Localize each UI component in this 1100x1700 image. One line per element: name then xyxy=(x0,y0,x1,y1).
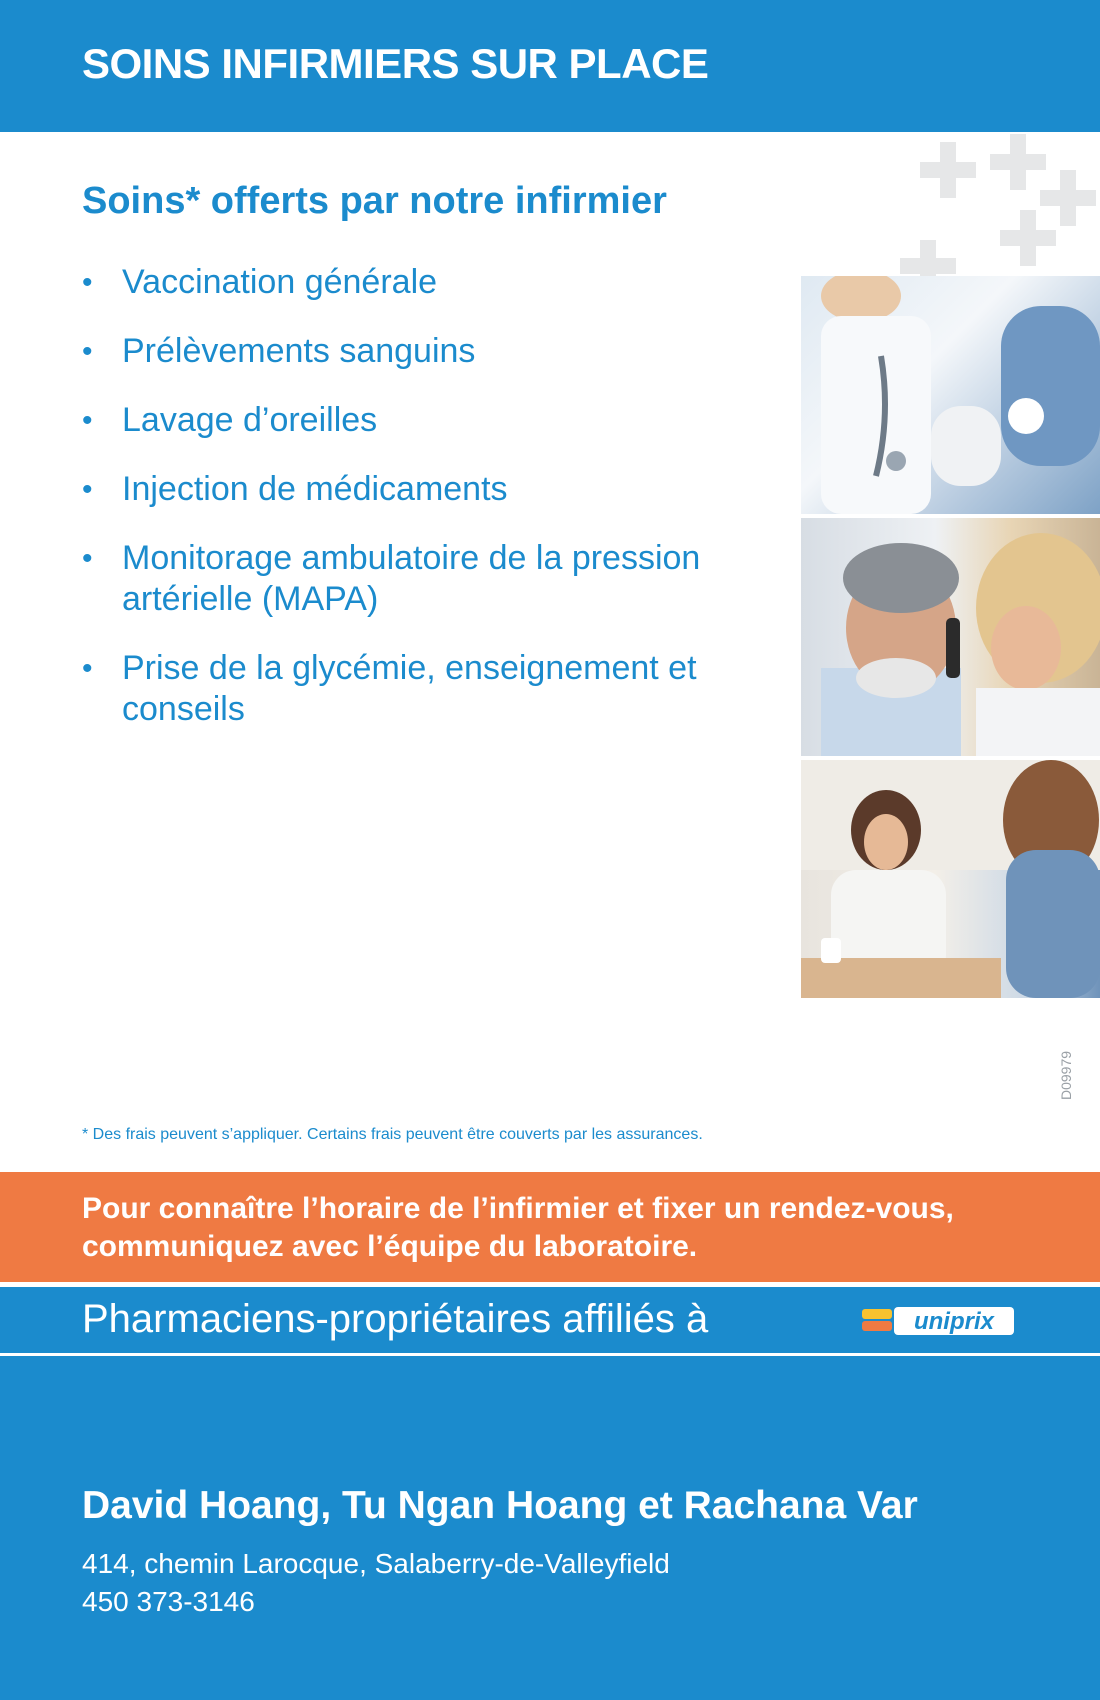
bullet-icon: • xyxy=(82,404,93,437)
pharmacy-address: 414, chemin Larocque, Salaberry-de-Valleyfield xyxy=(82,1548,670,1579)
service-label: Vaccination générale xyxy=(122,263,438,301)
pharmacy-phone: 450 373-3146 xyxy=(82,1586,255,1617)
logo-text: uniprix xyxy=(913,1308,995,1335)
document-code: D09979 xyxy=(1058,1050,1074,1100)
photo-consultation xyxy=(801,760,1100,998)
service-label: Prélèvements sanguins xyxy=(122,332,476,370)
footnote: * Des frais peuvent s’appliquer. Certains frais peuvent être couverts par les assurances. xyxy=(82,1126,703,1143)
page-title: SOINS INFIRMIERS SUR PLACE xyxy=(82,40,709,87)
cta-text xyxy=(82,1190,1072,1266)
bullet-icon: • xyxy=(82,473,93,506)
services-title: Soins* offerts par notre infirmier xyxy=(82,180,667,222)
header-band xyxy=(0,0,1100,132)
cta-line-1: Pour connaître l’horaire de l’infirmier et fixer un rendez-vous, xyxy=(82,1192,954,1225)
cta-line-2: communiquez avec l’équipe du laboratoire. xyxy=(82,1230,698,1263)
bullet-icon: • xyxy=(82,335,93,368)
pharmacy-owners: David Hoang, Tu Ngan Hoang et Rachana Var xyxy=(82,1484,918,1527)
photo-ear-exam xyxy=(801,518,1100,756)
list-item xyxy=(82,538,762,620)
bullet-icon: • xyxy=(82,652,93,685)
bullet-icon: • xyxy=(82,266,93,299)
list-item xyxy=(82,648,762,730)
photo-vaccination xyxy=(801,276,1100,514)
pharmacy-info-band xyxy=(0,1356,1100,1700)
list-item xyxy=(82,262,762,303)
bullet-icon: • xyxy=(82,542,93,575)
service-label: Monitorage ambulatoire de la pression artérielle (MAPA) xyxy=(122,539,701,618)
uniprix-logo xyxy=(862,1305,1016,1341)
list-item xyxy=(82,400,762,441)
list-item xyxy=(82,331,762,372)
affiliation-band xyxy=(0,1287,1100,1353)
services-list xyxy=(82,262,762,758)
cta-band xyxy=(0,1172,1100,1282)
service-label: Prise de la glycémie, enseignement et conseils xyxy=(122,649,697,728)
affiliation-text: Pharmaciens-propriétaires affiliés à xyxy=(82,1297,709,1341)
medical-cross-pattern-icon xyxy=(900,130,1100,280)
service-label: Lavage d’oreilles xyxy=(122,401,378,439)
service-label: Injection de médicaments xyxy=(122,470,508,508)
list-item xyxy=(82,469,762,510)
